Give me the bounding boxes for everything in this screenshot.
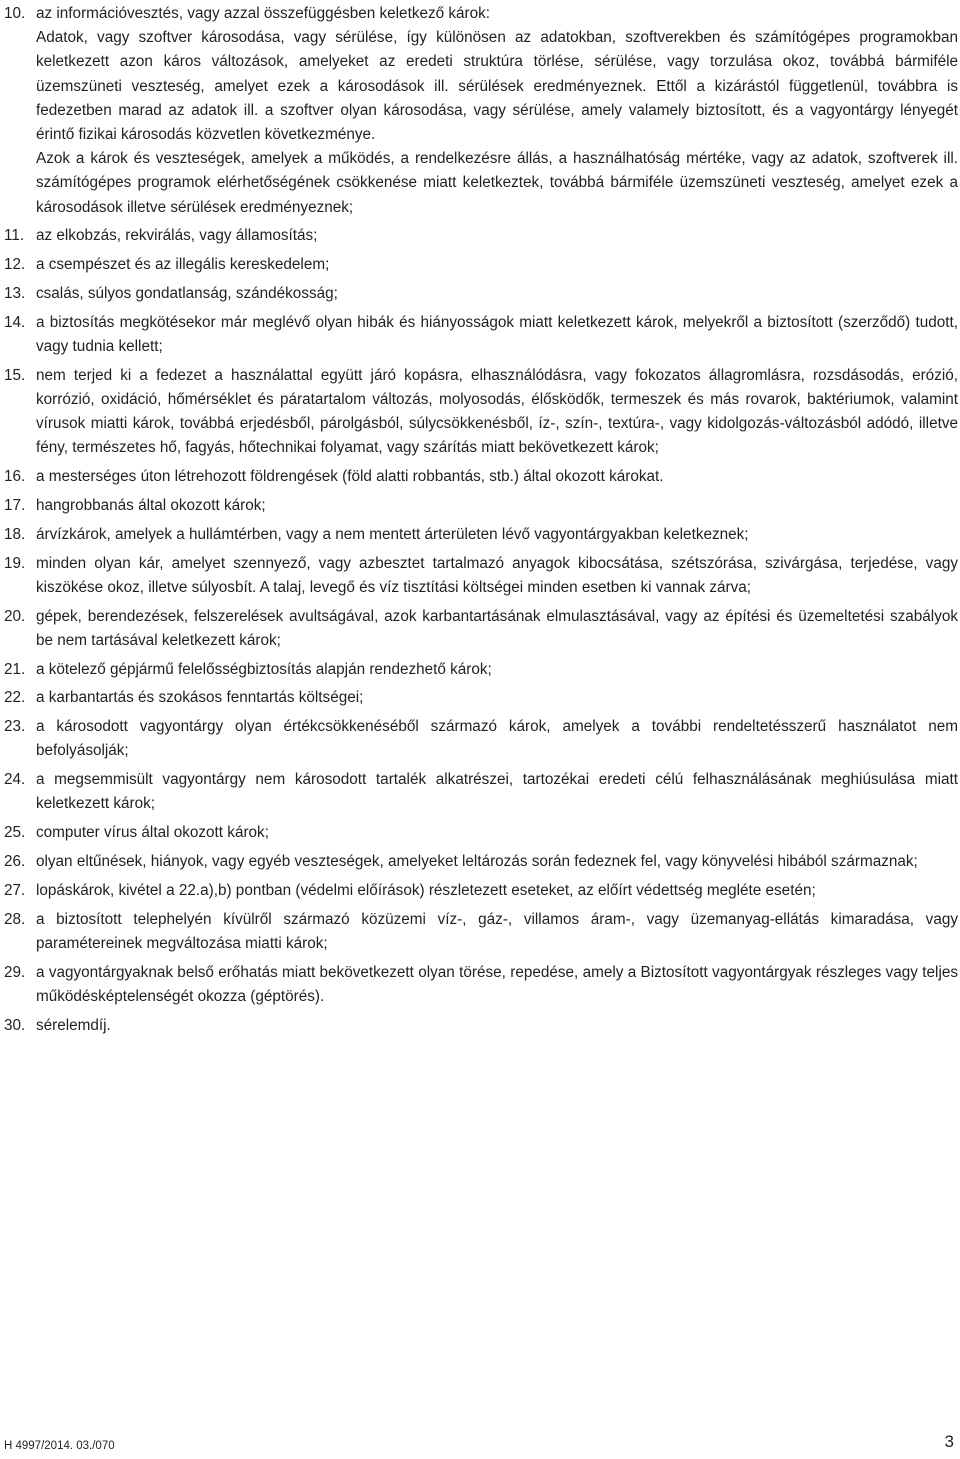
paragraph: csalás, súlyos gondatlanság, szándékosság; [36, 285, 338, 303]
list-item-text [36, 768, 958, 816]
paragraph: a karbantartás és szokásos fenntartás költségei; [36, 689, 364, 707]
list-item [4, 768, 958, 816]
paragraph: gépek, berendezések, felszerelések avultságával, azok karbantartásának elmulasztásával, vagy az építési és üzemeltetési szabályok be nem tartásával keletkezett károk; [36, 607, 958, 649]
page-number: 3 [944, 1432, 954, 1451]
paragraph: a vagyontárgyaknak belső erőhatás miatt bekövetkezett olyan törése, repedése, amely a Biztosított vagyontárgyak részleges vagy teljes működésképtelenségét okozza (géptörés). [36, 963, 958, 1005]
list-item-text [36, 552, 958, 600]
paragraph: a biztosított telephelyén kívülről származó közüzemi víz-, gáz-, villamos áram-, vagy üzemanyag-ellátás kimaradása, vagy paramétereinek megváltozása miatti károk; [36, 910, 958, 952]
list-item [4, 224, 958, 248]
paragraph: a megsemmisült vagyontárgy nem károsodott tartalék alkatrészei, tartozékai eredeti célú felhasználásának meghiúsulása miatt keletkezett károk; [36, 771, 958, 813]
list-item-number: 13. [4, 285, 26, 303]
list-item [4, 715, 958, 763]
paragraph: minden olyan kár, amelyet szennyező, vagy azbesztet tartalmazó anyagok kibocsátása, szétszórása, szivárgása, terjedése, vagy kiszökése okoz, illetve súlyosbít. A talaj, levegő és víz tisztítási költségei minden esetben ki vannak zárva; [36, 554, 958, 596]
paragraph: nem terjed ki a fedezet a használattal együtt járó kopásra, elhasználódásra, vagy fokozatos állagromlásra, rozsdásodás, erózió, korrózió, oxidáció, hőmérséklet és páratartalom változás, molyosodás, élősködők, termeszek és más rovarok, baktériumok, valamint vírusok miatti károk, továbbá erjedésből, párolgásból, súlycsökkenésből, íz-, szín-, textúra-, vagy kidolgozás-változásból adódó, illetve fény, természetes hő, fagyás, hőtechnikai folyamat, vagy szárítás miatt bekövetkezett károk; [36, 366, 958, 457]
list-item-number: 27. [4, 881, 26, 899]
list-item-number: 11. [4, 227, 25, 245]
list-item [4, 364, 958, 461]
paragraph: computer vírus által okozott károk; [36, 824, 269, 842]
list-item [4, 494, 958, 518]
list-item-number: 12. [4, 256, 26, 274]
list-item [4, 686, 958, 710]
list-item-text [36, 311, 958, 359]
list-item-number: 21. [4, 660, 26, 678]
list-item-number: 22. [4, 689, 26, 707]
list-item-number: 23. [4, 718, 26, 736]
list-item-number: 25. [4, 824, 26, 842]
list-item-text [36, 961, 958, 1009]
paragraph: az elkobzás, rekvirálás, vagy államosítás; [36, 227, 318, 245]
list-item [4, 282, 958, 306]
list-item [4, 1014, 958, 1038]
list-item [4, 253, 958, 277]
list-item-text [36, 605, 958, 653]
list-item-text [36, 908, 958, 956]
list-item-text [36, 715, 958, 763]
paragraph: a károsodott vagyontárgy olyan értékcsökkenéséből származó károk, amelyek a további rendeltetésszerű használatot nem befolyásolják; [36, 718, 958, 760]
list-item [4, 523, 958, 547]
list-item-number: 24. [4, 771, 26, 789]
paragraph: a csempészet és az illegális kereskedelem; [36, 256, 330, 274]
list-item-number: 18. [4, 525, 26, 543]
paragraph: sérelemdíj. [36, 1016, 111, 1034]
paragraph: a kötelező gépjármű felelősségbiztosítás alapján rendezhető károk; [36, 660, 492, 678]
list-item-text [36, 364, 958, 461]
list-item [4, 658, 958, 682]
paragraph: a mesterséges úton létrehozott földrengések (föld alatti robbantás, stb.) által okozott károkat. [36, 468, 664, 486]
list-item-number: 29. [4, 963, 26, 981]
exclusion-list [4, 2, 958, 1042]
list-item-number: 26. [4, 853, 26, 870]
list-item [4, 605, 958, 653]
paragraph: Adatok, vagy szoftver károsodása, vagy sérülése, így különösen az adatokban, szoftverekben és számítógépes programokban keletkezett azon káros változások, amelyeket az eredeti struktúra törlése, sérülése, vagy torzulása okoz, továbbá bármiféle üzemszüneti veszteség, amelyet ezek a károsodások ill. sérülések eredményeznek. Ettől a kizárástól függetlenül, továbbra is fedezetben marad az adatok ill. a szoftver olyan károsodása, vagy sérülése, amely valamely biztosított, és a vagyontárgy lényegét érintő fizikai károsodás közvetlen következménye. [36, 29, 958, 144]
list-item-text [36, 1014, 958, 1038]
list-item-number: 30. [4, 1016, 26, 1034]
list-item-text [36, 879, 958, 903]
paragraph: olyan eltűnések, hiányok, vagy egyéb veszteségek, amelyeket leltározás során fedeznek fel, vagy könyvelési hibából származnak; [36, 853, 918, 870]
list-item-text [36, 523, 958, 547]
list-item-number: 10. [4, 5, 26, 22]
paragraph: Azok a károk és veszteségek, amelyek a működés, a rendelkezésre állás, a használhatóság mértéke, vagy az adatok, szoftverek ill. számítógépes programok elérhetőségének csökkenése miatt keletkeztek, továbbá bármiféle üzemszüneti veszteség, amelyet ezek a károsodások illetve sérülések eredményeznek; [36, 150, 958, 216]
list-item-number: 16. [4, 468, 26, 486]
list-item [4, 961, 958, 1009]
list-item [4, 311, 958, 359]
list-item-text [36, 2, 958, 220]
list-item-number: 14. [4, 313, 26, 331]
list-item-number: 28. [4, 910, 26, 928]
list-item-number: 19. [4, 554, 26, 572]
list-item-text [36, 465, 958, 489]
list-item [4, 879, 958, 903]
list-item [4, 850, 958, 874]
list-item [4, 465, 958, 489]
list-item-text [36, 686, 958, 710]
paragraph: árvízkárok, amelyek a hullámtérben, vagy a nem mentett árterületen lévő vagyontárgyakban keletkeznek; [36, 525, 749, 543]
list-item-text [36, 253, 958, 277]
list-item-number: 17. [4, 497, 26, 515]
paragraph: az információvesztés, vagy azzal összefüggésben keletkező károk: [36, 5, 491, 22]
list-item [4, 552, 958, 600]
paragraph: a biztosítás megkötésekor már meglévő olyan hibák és hiányosságok miatt keletkezett károk, melyekről a biztosított (szerződő) tudott, vagy tudnia kellett; [36, 313, 958, 356]
list-item-text [36, 282, 958, 306]
list-item-number: 15. [4, 366, 26, 384]
list-item-text [36, 821, 958, 845]
list-item-text [36, 850, 958, 874]
list-item-number: 20. [4, 607, 26, 625]
list-item [4, 821, 958, 845]
paragraph: lopáskárok, kivétel a 22.a),b) pontban (védelmi előírások) részletezett eseteket, az előírt védettség megléte esetén; [36, 881, 816, 899]
list-item-text [36, 224, 958, 248]
document-code: H 4997/2014. 03./070 [4, 1440, 115, 1452]
paragraph: hangrobbanás által okozott károk; [36, 497, 266, 515]
list-item [4, 908, 958, 956]
list-item-text [36, 494, 958, 518]
list-item-text [36, 658, 958, 682]
list-item [4, 2, 958, 220]
